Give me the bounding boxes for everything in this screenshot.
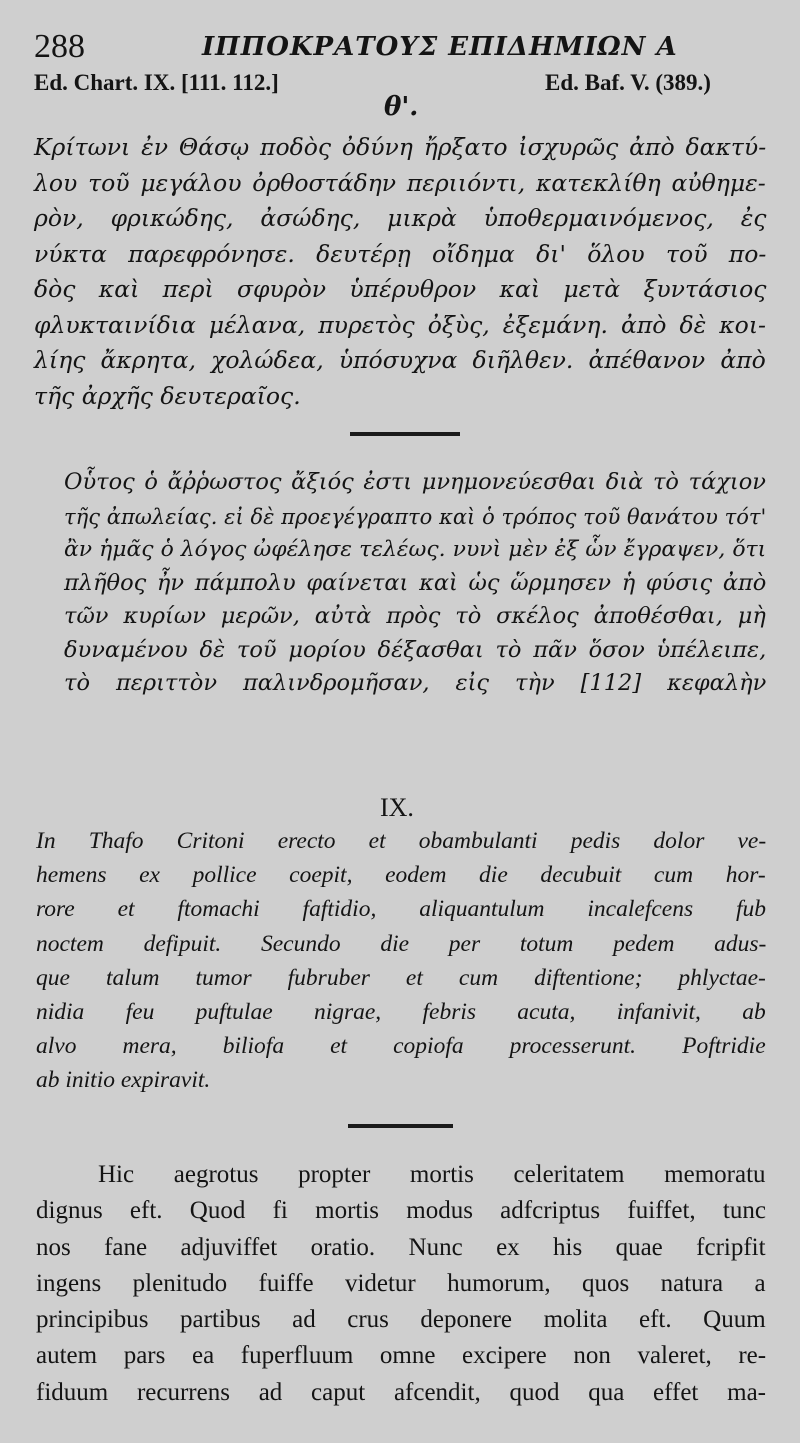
text-line: τῆς ἀπωλείας. εἰ δὲ προεγέγραπτο καὶ ὁ τρόπος τοῦ θανάτου τότ' (64, 503, 767, 529)
section-divider (348, 1124, 453, 1128)
text-line: τῶν κυρίων μερῶν, αὐτὰ πρὸς τὸ σκέλος ἀποθέσθαι, μὴ (64, 603, 766, 629)
text-line: fiduum recurrens ad caput afcendit, quod qua effet ma- (36, 1378, 766, 1406)
text-line: Κρίτωνι ἐν Θάσῳ ποδὸς ὀδύνη ἤρξατο ἰσχυρῶς ἀπὸ δακτύ- (34, 133, 767, 161)
page-header (34, 28, 774, 68)
text-line: ἂν ἡμᾶς ὁ λόγος ὠφέλησε τελέως. νυνὶ μὲν ἐξ ὧν ἔγραψεν, ὅτι (64, 537, 767, 562)
running-title: ΙΠΠΟΚΡΑΤΟΥΣ ΕΠΙΔΗΜΙΩΝ Α (202, 32, 678, 62)
greek-commentary-text (64, 466, 766, 701)
text-line: φλυκταινίδια μέλανα, πυρετὸς ὀξὺς, ἐξεμάνη. ἀπὸ δὲ κοι- (34, 310, 766, 339)
text-line: autem pars ea fuperfluum omne excipere non valeret, re- (36, 1342, 767, 1370)
text-line: rore et ftomachi faftidio, aliquantulum incalefcens fub (36, 896, 767, 923)
text-line: In Thafo Critoni erecto et obambulanti pedis dolor ve- (36, 828, 767, 854)
edition-reference-right: Ed. Baf. V. (389.) (545, 70, 711, 95)
text-line: nidia feu puftulae nigrae, febris acuta, infanivit, ab (36, 998, 766, 1025)
edition-reference-left: Ed. Chart. IX. [111. 112.] (34, 70, 279, 95)
text-line: λίης ἄκρητα, χολώδεα, ὑπόσυχνα διῆλθεν. ἀπέθανον ἀπὸ (34, 346, 766, 374)
section-divider (350, 432, 460, 436)
text-line: nos fane adjuviffet oratio. Nunc ex his quae fcripfit (36, 1233, 766, 1261)
text-line: noctem defipuit. Secundo die per totum pedem adus- (36, 930, 767, 957)
text-line: λου τοῦ μεγάλου ὀρθοστάδην περιιόντι, κατεκλίθη αὐθημε- (34, 168, 766, 197)
text-line: hemens ex pollice coepit, eodem die decubuit cum hor- (36, 862, 766, 889)
text-line: τῆς ἀρχῆς δευτεραῖος. (34, 381, 301, 410)
text-line: δὸς καὶ περὶ σφυρὸν ὑπέρυθρον καὶ μετὰ ξυντάσιος (34, 275, 767, 303)
text-line: dignus eft. Quod fi mortis modus adfcriptus fuiffet, tunc (36, 1197, 766, 1225)
text-line: ab initio expiravit. (36, 1067, 211, 1094)
latin-case-text (36, 824, 766, 1098)
text-line: ingens plenitudo fuiffe videtur humorum, quos natura a (36, 1269, 766, 1297)
page-number: 288 (34, 28, 85, 65)
greek-case-text (34, 130, 766, 414)
text-line: νύκτα παρεφρόνησε. δευτέρῃ οἴδημα δι' ὅλου τοῦ πο- (34, 239, 767, 268)
text-line: Hic aegrotus propter mortis celeritatem memoratu (98, 1161, 766, 1188)
text-line: que talum tumor fubruber et cum diftentione; phlyctae- (36, 964, 766, 991)
text-line: ρὸν, φρικώδης, ἀσώδης, μικρὰ ὑποθερμαινόμενος, ἐς (34, 204, 767, 232)
text-line: alvo mera, biliofa et copiofa processerunt. Poftridie (36, 1033, 766, 1060)
latin-section-number: IX. (380, 793, 414, 822)
text-line: τὸ περιττὸν παλινδρομῆσαν, εἰς τὴν [112] κεφαλὴν (64, 670, 767, 696)
greek-section-number: θ'. (384, 92, 419, 122)
text-line: δυναμένου δὲ τοῦ μορίου δέξασθαι τὸ πᾶν ὅσον ὑπέλειπε, (64, 636, 767, 663)
latin-commentary-text (36, 1157, 766, 1411)
text-line: Οὗτος ὁ ἄῤῥωστος ἄξιός ἐστι μνημονεύεσθαι διὰ τὸ τάχιον (64, 469, 766, 495)
text-line: πλῆθος ἦν πάμπολυ φαίνεται καὶ ὡς ὥρμησεν ἡ φύσις ἀπὸ (64, 569, 767, 596)
text-line: principibus partibus ad crus deponere molita eft. Quum (36, 1306, 766, 1334)
